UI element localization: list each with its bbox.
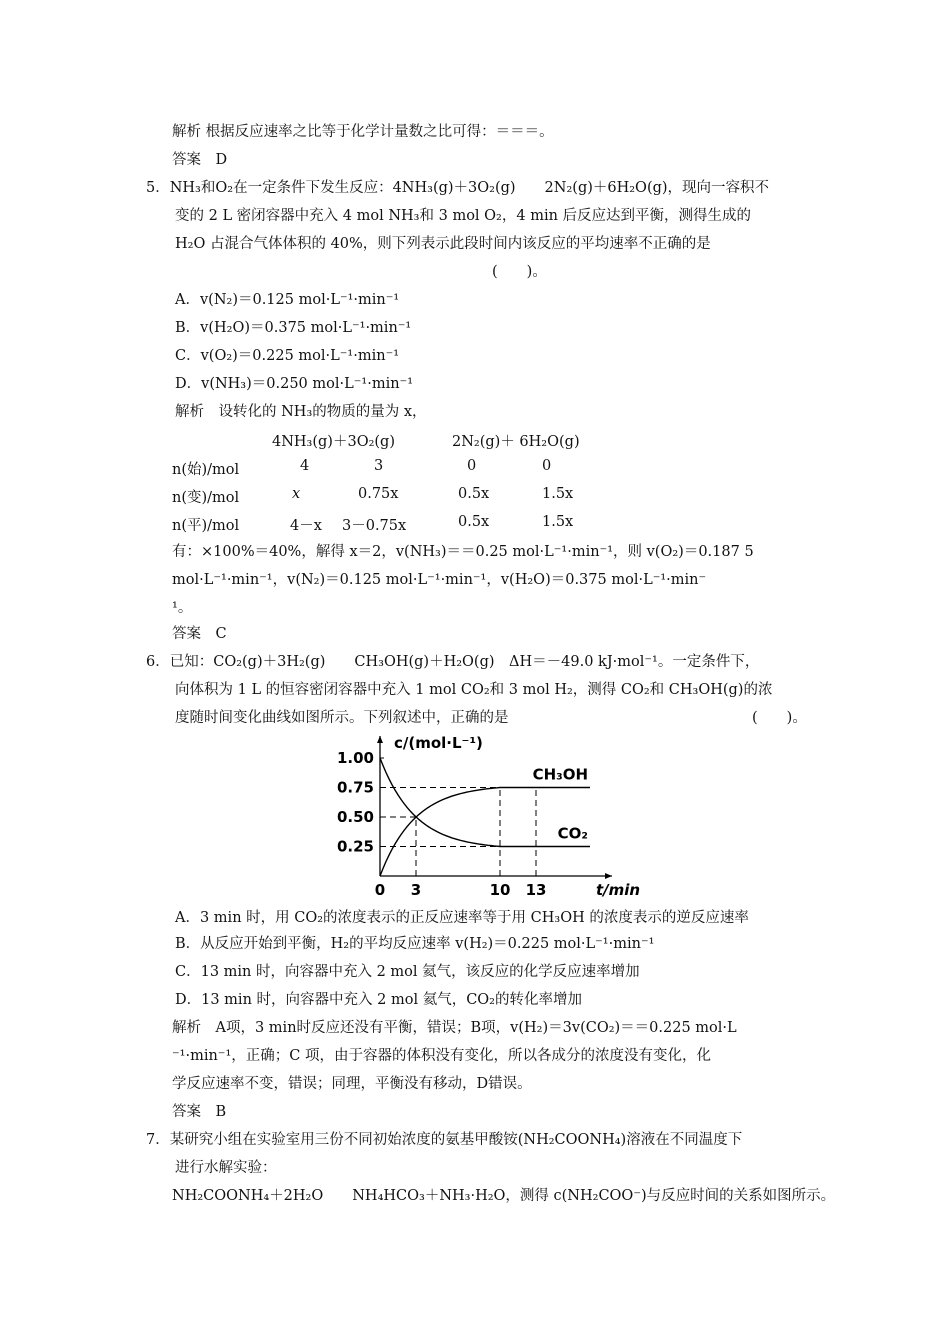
concentration-time-chart bbox=[330, 730, 641, 900]
q6-option-b: B．从反应开始到平衡，H₂的平均反应速率 v(H₂)＝0.225 mol·L⁻¹·min⁻¹ bbox=[175, 936, 655, 952]
q6-option-a: A．3 min 时，用 CO₂的浓度表示的正反应速率等于用 CH₃OH 的浓度表示的逆反应速率 bbox=[175, 910, 749, 926]
series-label: CH₃OH bbox=[532, 765, 588, 784]
table-row-label: n(变)/mol bbox=[172, 490, 240, 506]
q5-analysis-intro: 解析 设转化的 NH₃的物质的量为 x， bbox=[175, 404, 427, 420]
q7-stem-line1: 7．某研究小组在实验室用三份不同初始浓度的氨基甲酸铵(NH₂COONH₄)溶液在不同温度下 bbox=[146, 1132, 743, 1148]
table-cell: 0.75x bbox=[358, 486, 399, 502]
x-axis-arrow bbox=[605, 873, 612, 879]
q7-stem-line2: 进行水解实验： bbox=[175, 1160, 277, 1176]
q6-analysis-line1: 解析 A项，3 min时反应还没有平衡，错误；B项，v(H₂)＝3v(CO₂)＝＝0.225 mol·L bbox=[172, 1020, 737, 1036]
table-row-label: n(平)/mol bbox=[172, 518, 240, 534]
q5-answer-bracket: ( )。 bbox=[492, 264, 547, 280]
q5-option-a: A．v(N₂)＝0.125 mol·L⁻¹·min⁻¹ bbox=[175, 292, 400, 308]
table-header-products: 2N₂(g)＋ 6H₂O(g) bbox=[452, 434, 580, 450]
table-cell: 4－x bbox=[290, 518, 322, 534]
x-tick-label: 13 bbox=[525, 881, 547, 899]
q6-stem-line3: 度随时间变化曲线如图所示。下列叙述中，正确的是 bbox=[175, 710, 509, 726]
q5-stem-line2: 变的 2 L 密闭容器中充入 4 mol NH₃和 3 mol O₂，4 min 后反应达到平衡，测得生成的 bbox=[175, 208, 752, 224]
y-tick-label: 1.00 bbox=[336, 749, 374, 767]
table-cell: 3－0.75x bbox=[342, 518, 407, 534]
table-cell: 0.5x bbox=[458, 514, 490, 530]
x-tick-label: 0 bbox=[374, 881, 386, 899]
x-tick-label: 3 bbox=[410, 881, 422, 899]
q5-calc-line3: ¹。 bbox=[172, 600, 193, 616]
table-cell: 4 bbox=[300, 458, 310, 474]
y-axis-arrow bbox=[377, 736, 383, 743]
q6-analysis-line3: 学反应速率不变，错误；同理，平衡没有移动，D错误。 bbox=[172, 1076, 532, 1092]
prev-answer: 答案 D bbox=[172, 152, 228, 168]
q6-stem-line1: 6．已知：CO₂(g)＋3H₂(g) CH₃OH(g)＋H₂O(g) ΔH＝－49.0 kJ·mol⁻¹。一定条件下， bbox=[146, 654, 760, 670]
q5-answer: 答案 C bbox=[172, 626, 227, 642]
y-tick-label: 0.25 bbox=[336, 837, 374, 856]
table-cell: 0 bbox=[467, 458, 477, 474]
prev-analysis: 解析 根据反应速率之比等于化学计量数之比可得：＝＝＝。 bbox=[172, 124, 554, 140]
y-tick-label: 0.50 bbox=[336, 808, 374, 826]
table-cell: 3 bbox=[374, 458, 384, 474]
x-tick-label: 10 bbox=[489, 881, 511, 899]
table-cell: 0.5x bbox=[458, 486, 490, 502]
table-cell: x bbox=[292, 486, 301, 502]
q6-answer: 答案 B bbox=[172, 1104, 227, 1120]
q5-stem-line1: 5．NH₃和O₂在一定条件下发生反应：4NH₃(g)＋3O₂(g) 2N₂(g)＋6H₂O(g)，现向一容积不 bbox=[146, 180, 770, 196]
q5-calc-line1: 有：×100%＝40%，解得 x＝2，v(NH₃)＝＝0.25 mol·L⁻¹·min⁻¹，则 v(O₂)＝0.187 5 bbox=[172, 544, 754, 560]
q6-stem-line2: 向体积为 1 L 的恒容密闭容器中充入 1 mol CO₂和 3 mol H₂，测得 CO₂和 CH₃OH(g)的浓 bbox=[175, 682, 773, 698]
q5-option-b: B．v(H₂O)＝0.375 mol·L⁻¹·min⁻¹ bbox=[175, 320, 412, 336]
table-header-reactants: 4NH₃(g)＋3O₂(g) bbox=[272, 434, 395, 450]
series-label: CO₂ bbox=[557, 824, 588, 843]
table-cell: 1.5x bbox=[542, 486, 574, 502]
table-cell: 1.5x bbox=[542, 514, 574, 530]
q6-option-d: D．13 min 时，向容器中充入 2 mol 氦气，CO₂的转化率增加 bbox=[175, 992, 582, 1008]
q5-option-c: C．v(O₂)＝0.225 mol·L⁻¹·min⁻¹ bbox=[175, 348, 400, 364]
table-row-label: n(始)/mol bbox=[172, 462, 240, 478]
y-tick-label: 0.75 bbox=[336, 778, 374, 797]
q5-stem-line3: H₂O 占混合气体体积的 40%，则下列表示此段时间内该反应的平均速率不正确的是 bbox=[175, 236, 711, 252]
q5-option-d: D．v(NH₃)＝0.250 mol·L⁻¹·min⁻¹ bbox=[175, 376, 414, 392]
q7-equation-line: NH₂COONH₄＋2H₂O NH₄HCO₃＋NH₃·H₂O，测得 c(NH₂COO⁻)与反应时间的关系如图所示。 bbox=[172, 1188, 836, 1204]
q6-option-c: C．13 min 时，向容器中充入 2 mol 氦气，该反应的化学反应速率增加 bbox=[175, 964, 640, 980]
x-axis-label: t/min bbox=[596, 881, 641, 899]
q6-analysis-line2: ⁻¹·min⁻¹，正确；C 项，由于容器的体积没有变化，所以各成分的浓度没有变化，化 bbox=[172, 1048, 711, 1064]
table-cell: 0 bbox=[542, 458, 552, 474]
y-axis-label: c/(mol·L⁻¹) bbox=[394, 734, 483, 752]
q5-calc-line2: mol·L⁻¹·min⁻¹，v(N₂)＝0.125 mol·L⁻¹·min⁻¹，v(H₂O)＝0.375 mol·L⁻¹·min⁻ bbox=[172, 572, 707, 588]
q6-answer-bracket: ( )。 bbox=[752, 710, 807, 726]
